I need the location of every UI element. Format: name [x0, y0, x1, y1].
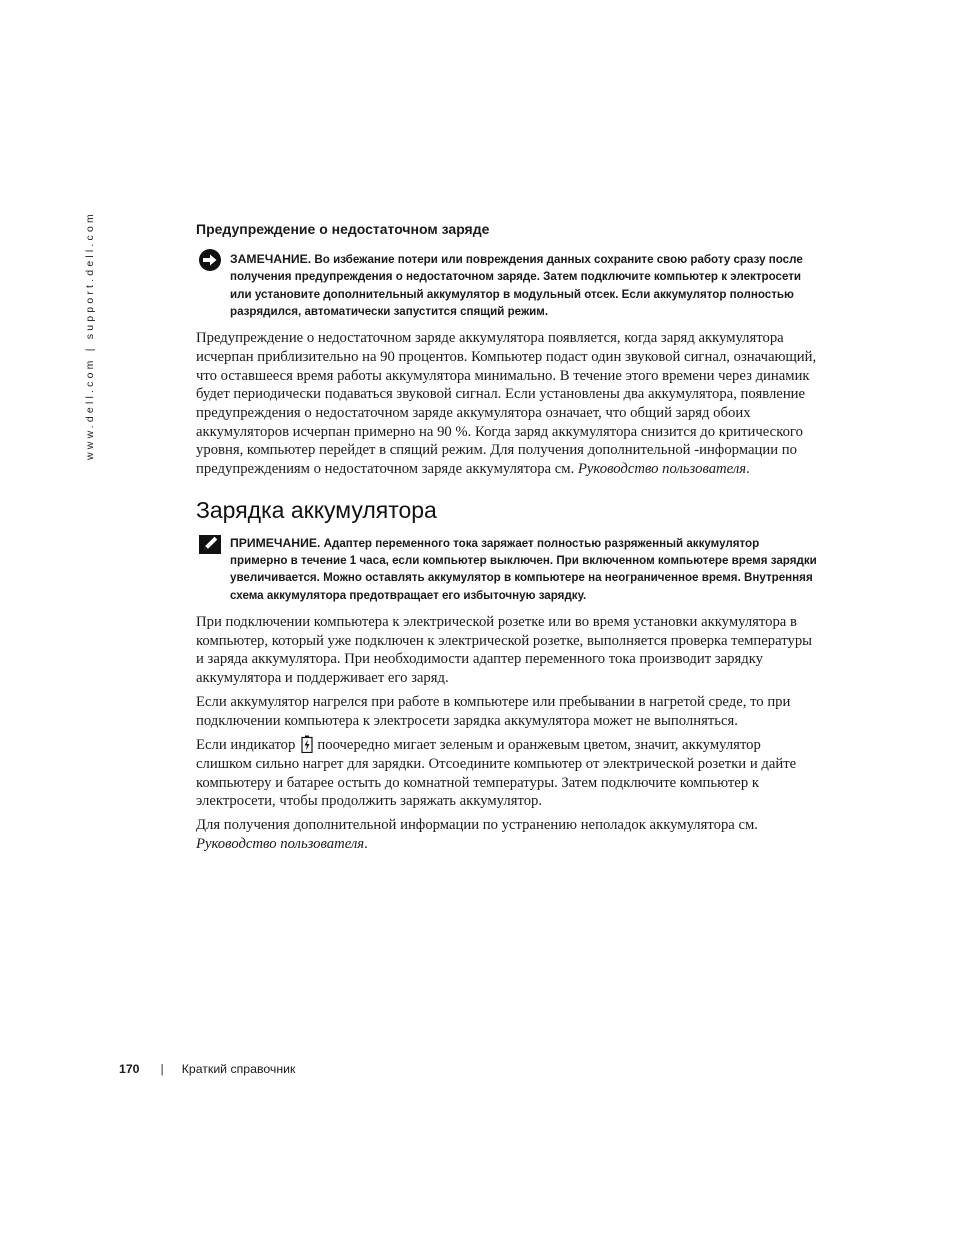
low-battery-paragraph-text: Предупреждение о недостаточном заряде аккумулятора появляется, когда заряд аккумулятора исчерпан приблизительно на 90 процентов. Компьютер подаст один звуковой сигнал, означающий, что оставшееся время работы аккумулятора минимально. В течение этого времени через динамик будет периодически подаваться звуковой сигнал. Если установлены два аккумулятора, появление предупреждения о недостаточном заряде аккумулятора означает, что общий заряд обоих аккумуляторов исчерпан примерно на 90 %. Когда заряд аккумулятора снизится до критического уровня, компьютер перейдет в спящий режим. Для получения дополнительной -информации по предупреждениям о недостаточном заряде аккумулятора см.: [196, 330, 817, 478]
charging-heading: Зарядка аккумулятора: [196, 496, 437, 523]
indicator-text-before: Если индикатор: [196, 737, 296, 754]
low-battery-paragraph: [196, 329, 818, 479]
notice-label: ЗАМЕЧАНИЕ.: [230, 252, 312, 266]
paragraph-end: .: [746, 461, 750, 478]
charging-paragraph-1: При подключении компьютера к электрической розетке или во время установки аккумулятора в компьютер, который уже подключен к электрической розетке, выполняется проверка температуры и заряда аккумулятора. При необходимости адаптер переменного тока производит зарядку аккумулятора и поддерживает его заряд.: [196, 614, 813, 687]
user-guide-reference-2: Руководство пользователя: [196, 835, 365, 852]
note-block: [196, 535, 818, 604]
charging-paragraph-3: [196, 735, 818, 811]
battery-icon: [301, 735, 313, 753]
charging-paragraph-4: [196, 816, 818, 853]
notice-arrow-icon: [198, 248, 222, 272]
charging-paragraph-4-text: Для получения дополнительной информации по устранению неполадок аккумулятора см.: [196, 817, 758, 834]
note-text: Адаптер переменного тока заряжает полностью разряженный аккумулятор примерно в течение 1 часа, если компьютер выключен. При включенном компьютере время зарядки увеличивается. Можно оставлять аккумулятор в компьютере на неограниченное время. Внутренняя схема аккумулятора предотвращает его избыточную зарядку.: [230, 536, 817, 602]
note-pencil-icon: [198, 532, 222, 556]
footer-title: Краткий справочник: [181, 1062, 296, 1076]
page-footer: [119, 1062, 295, 1076]
page-number: 170: [119, 1062, 140, 1076]
notice-text: Во избежание потери или повреждения данных сохраните свою работу сразу после получения предупреждения о недостаточном заряде. Затем подключите компьютер к электросети или установите дополнительный аккумулятор в модульный отсек. Если аккумулятор полностью разрядился, автоматически запустится спящий режим.: [230, 253, 803, 318]
note-label: ПРИМЕЧАНИЕ.: [230, 535, 321, 550]
notice-block: [196, 251, 818, 320]
side-url: www.dell.com | support.dell.com: [84, 211, 96, 460]
indicator-text-after: поочередно мигает зеленым и оранжевым цветом, значит, аккумулятор слишком сильно нагрет для зарядки. Отсоедините компьютер от электрической розетки и дайте компьютеру и батарее остыть до комнатной температуры. Затем подключите компьютер к электросети, чтобы продолжить заряжать аккумулятор.: [196, 737, 797, 810]
footer-separator: |: [160, 1062, 164, 1076]
page-content: [196, 219, 818, 858]
paragraph-end-2: .: [364, 835, 368, 852]
charging-paragraph-2: Если аккумулятор нагрелся при работе в компьютере или пребывании в нагретой среде, то при подключении компьютера к электросети зарядка аккумулятора может не выполняться.: [196, 693, 791, 729]
low-battery-heading: Предупреждение о недостаточном заряде: [196, 221, 490, 237]
user-guide-reference: Руководство пользователя: [577, 461, 747, 478]
